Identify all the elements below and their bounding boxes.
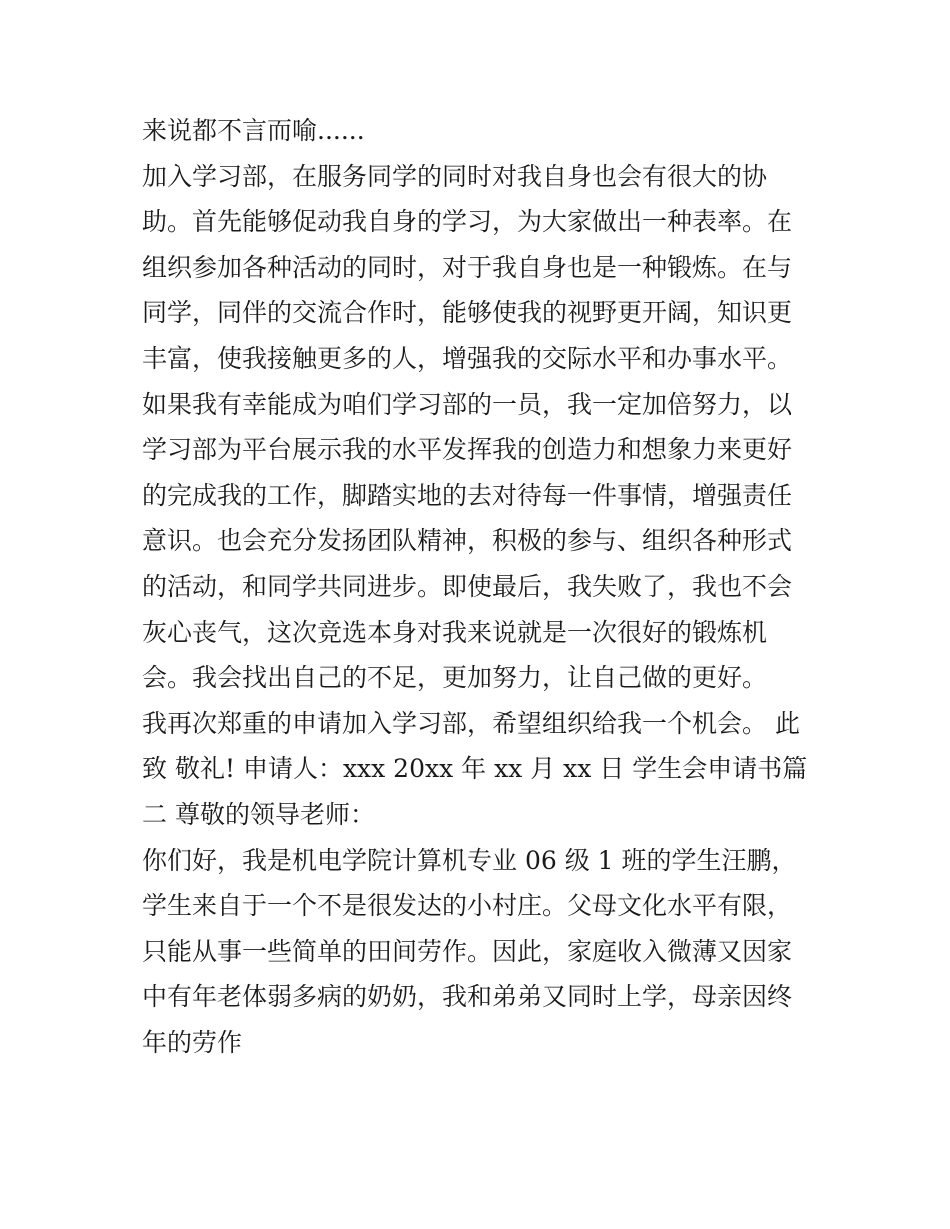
paragraph-commitment: 如果我有幸能成为咱们学习部的一员，我一定加倍努力，以学习部为平台展示我的水平发挥我的创造力和想象力来更好的完成我的工作，脚踏实地的去对待每一件事情，增强责任意识。也会充分发扬团队精神，积极的参与、组织各种形式的活动，和同学共同进步。即使最后，我失败了，我也不会灰心丧气，这次竞选本身对我来说就是一次很好的锻炼机会。我会找出自己的不足，更加努力，让自己做的更好。: [142, 389, 793, 693]
paragraph-join-benefits: 加入学习部，在服务同学的同时对我自身也会有很大的协助。首先能够促动我自身的学习，为大家做出一种表率。在组织参加各种活动的同时，对于我自身也是一种锻炼。在与同学，同伴的交流合作时，能够使我的视野更开阔，知识更丰富，使我接触更多的人，增强我的交际水平和办事水平。: [142, 161, 793, 373]
document-body: [142, 108, 814, 1065]
paragraph-closing-signature: 我再次郑重的申请加入学习部，希望组织给我一个机会。 此致 敬礼! 申请人：xxx 20xx 年 xx 月 xx 日 学生会申请书篇二 尊敬的领导老师：: [142, 708, 808, 829]
paragraph-second-letter: 你们好，我是机电学院计算机专业 06 级 1 班的学生汪鹏，学生来自于一个不是很发达的小村庄。父母文化水平有限，只能从事一些简单的田间劳作。因此，家庭收入微薄又因家中有年老体弱多病的奶奶，我和弟弟又同时上学，母亲因终年的劳作: [142, 845, 797, 1057]
paragraph-intro-ending: 来说都不言而喻......: [142, 116, 365, 145]
